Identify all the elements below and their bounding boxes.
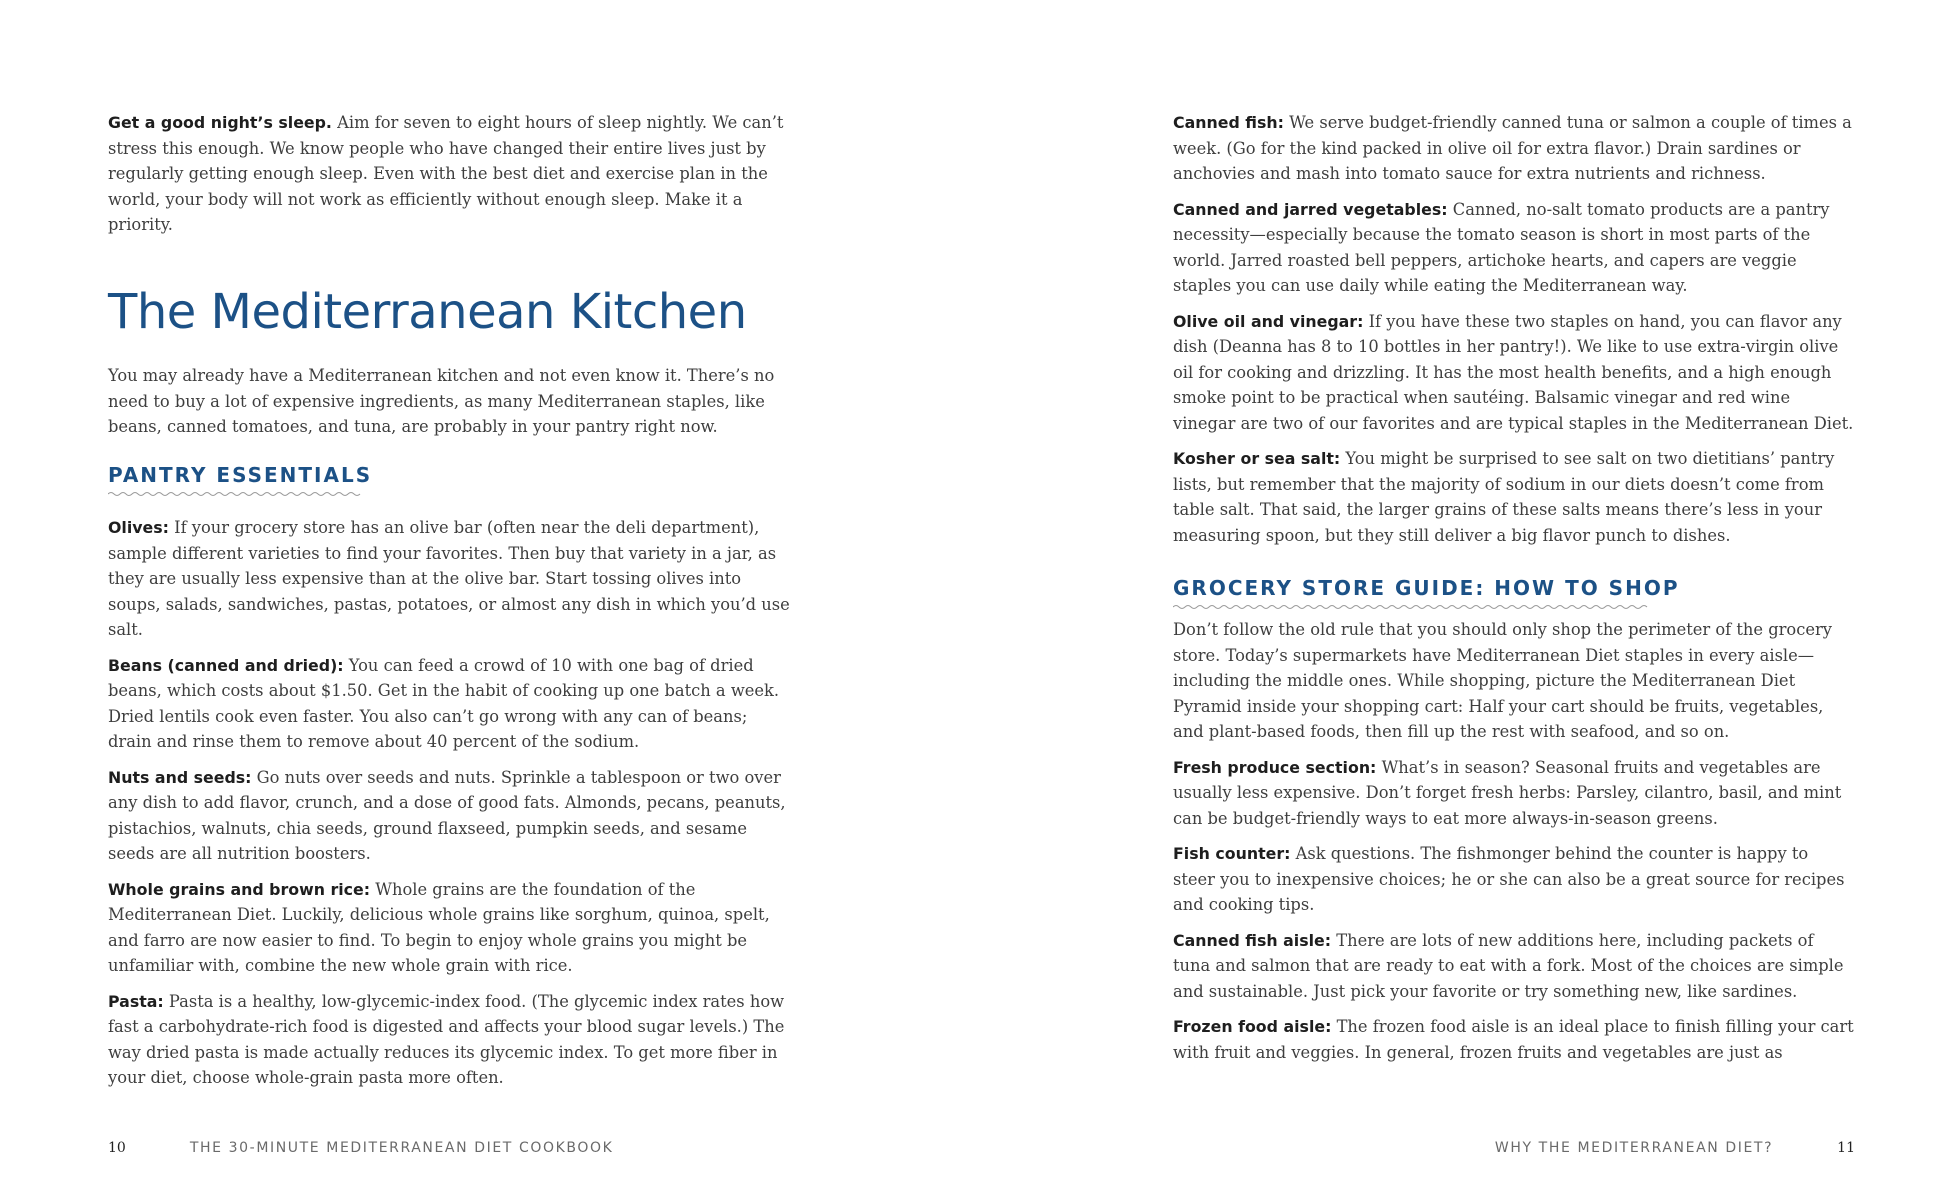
list-item: [1173, 841, 1855, 918]
entry-text: Ask questions. The fishmonger behind the counter is happy to steer you to inexpensive choices; he or she can also be a great source for recipes and cooking tips.: [1173, 844, 1845, 914]
entry-text: Pasta is a healthy, low-glycemic-index food. (The glycemic index rates how fast a carbohydrate-rich food is digested and affects your blood sugar levels.) The way dried pasta is made actually reduces its glycemic index. To get more fiber in your diet, choose whole-grain pasta more often.: [108, 991, 785, 1087]
grocery-list: [1173, 617, 1855, 1075]
wavy-underline-icon: [108, 490, 362, 498]
entry-term: Canned fish aisle:: [1173, 930, 1332, 950]
entry-term: Fish counter:: [1173, 844, 1291, 863]
list-item: [1173, 755, 1855, 832]
list-item: [1173, 1014, 1855, 1065]
page-number: 10: [108, 1140, 126, 1156]
entry-term: Pasta:: [108, 991, 164, 1011]
list-item: [1173, 309, 1855, 437]
entry-text: The frozen food aisle is an ideal place to finish filling your cart with fruit and veggies. In general, frozen fruits and vegetables are just as: [1173, 1017, 1854, 1062]
pantry-heading-text: PANTRY ESSENTIALS: [108, 463, 373, 487]
entry-term: Canned fish:: [1173, 113, 1284, 132]
section-intro: [108, 363, 790, 450]
left-footer: [108, 1140, 613, 1156]
list-item: [1173, 197, 1855, 299]
entry-text: If your grocery store has an olive bar (often near the deli department), sample different varieties to find your favorites. Then buy that variety in a jar, as they are usually less expensive than at the olive bar. Start tossing olives into soups, salads, sandwiches, pastas, potatoes, or almost any dish in which you’d use salt.: [108, 518, 790, 639]
running-title: THE 30-MINUTE MEDITERRANEAN DIET COOKBOOK: [189, 1140, 614, 1156]
right-page: [1173, 0, 1855, 1200]
entry-text: Aim for seven to eight hours of sleep nightly. We can’t stress this enough. We know people who have changed their entire lives just by regularly getting enough sleep. Even with the best diet and exercise plan in the world, your body will not work as efficiently without enough sleep. Make it a priority.: [108, 113, 784, 234]
section-title: The Mediterranean Kitchen: [108, 284, 747, 340]
entry-term: Olives:: [108, 518, 169, 537]
entry-term: Olive oil and vinegar:: [1173, 311, 1364, 331]
list-item: [1173, 928, 1855, 1005]
left-page: [108, 0, 790, 1200]
entry-term: Kosher or sea salt:: [1173, 449, 1341, 468]
wavy-underline-icon: [1173, 603, 1659, 611]
grocery-heading-text: GROCERY STORE GUIDE: HOW TO SHOP: [1173, 576, 1680, 600]
entry-term: Whole grains and brown rice:: [108, 879, 371, 899]
list-item: [1173, 110, 1855, 187]
list-item: [1173, 446, 1855, 548]
list-item: [108, 653, 790, 755]
grocery-guide-heading: [1173, 575, 1679, 611]
pantry-list: [108, 515, 790, 1101]
pantry-essentials-heading: [108, 462, 372, 498]
list-item: [108, 515, 790, 643]
entry-text: You can feed a crowd of 10 with one bag of dried beans, which costs about $1.50. Get in the habit of cooking up one batch a week. Dried lentils cook even faster. You also can’t go wrong with any can of beans; drain and rinse them to remove about 40 percent of the sodium.: [108, 655, 780, 751]
entry-term: Fresh produce section:: [1173, 757, 1377, 777]
entry-text: Go nuts over seeds and nuts. Sprinkle a tablespoon or two over any dish to add flavor, crunch, and a dose of good fats. Almonds, pecans, peanuts, pistachios, walnuts, chia seeds, ground flaxseed, pumpkin seeds, and sesame seeds are all nutrition boosters.: [108, 767, 786, 863]
entry-term: Canned and jarred vegetables:: [1173, 199, 1448, 219]
section-intro-text: You may already have a Mediterranean kitchen and not even know it. There’s no need to buy a lot of expensive ingredients, as many Mediterranean staples, like beans, canned tomatoes, and tuna, are probably in your pantry right now.: [108, 366, 775, 436]
entry-text: Canned, no-salt tomato products are a pantry necessity—especially because the tomato season is short in most parts of the world. Jarred roasted bell peppers, artichoke hearts, and capers are veggie staples you can use daily while eating the Mediterranean way.: [1173, 199, 1830, 295]
list-item: [108, 765, 790, 867]
entry-text: If you have these two staples on hand, you can flavor any dish (Deanna has 8 to 10 bottles in her pantry!). We like to use extra-virgin olive oil for cooking and drizzling. It has the most health benefits, and a high enough smoke point to be practical when sautéing. Balsamic vinegar and red wine vinegar are two of our favorites and are typical staples in the Mediterranean Diet.: [1173, 311, 1854, 433]
entry-term: Get a good night’s sleep.: [108, 113, 332, 132]
entry-term: Beans (canned and dried):: [108, 655, 344, 675]
sleep-tip: [108, 110, 790, 248]
grocery-intro: Don’t follow the old rule that you should only shop the perimeter of the grocery store. Today’s supermarkets have Mediterranean Diet staples in every aisle—including the middle ones. While shopping, picture the Mediterranean Diet Pyramid inside your shopping cart: Half your cart should be fruits, vegetables, and plant-based foods, then fill up the rest with seafood, and so on.: [1173, 620, 1832, 741]
entry-text: Whole grains are the foundation of the Mediterranean Diet. Luckily, delicious whole grains like sorghum, quinoa, spelt, and farro are now easier to find. To begin to enjoy whole grains you might be unfamiliar with, combine the new whole grain with rice.: [108, 879, 770, 975]
entry-text: You might be surprised to see salt on two dietitians’ pantry lists, but remember that the majority of sodium in our diets doesn’t come from table salt. That said, the larger grains of these salts means there’s less in your measuring spoon, but they still deliver a big flavor punch to dishes.: [1173, 449, 1835, 545]
pantry-list-continued: [1173, 110, 1855, 558]
list-item: [108, 877, 790, 979]
running-title: WHY THE MEDITERRANEAN DIET?: [1494, 1140, 1774, 1156]
entry-term: Nuts and seeds:: [108, 767, 252, 787]
right-footer: [1495, 1140, 1855, 1156]
entry-text: There are lots of new additions here, including packets of tuna and salmon that are ready to eat with a fork. Most of the choices are simple and sustainable. Just pick your favorite or try something new, like sardines.: [1173, 930, 1844, 1001]
entry-text: What’s in season? Seasonal fruits and vegetables are usually less expensive. Don’t forget fresh herbs: Parsley, cilantro, basil, and mint can be budget-friendly ways to eat more always-in-season greens.: [1173, 757, 1842, 828]
entry-term: Frozen food aisle:: [1173, 1017, 1332, 1036]
entry-text: We serve budget-friendly canned tuna or salmon a couple of times a week. (Go for the kind packed in olive oil for extra flavor.) Drain sardines or anchovies and mash into tomato sauce for extra nutrients and richness.: [1173, 113, 1852, 183]
list-item: [108, 989, 790, 1091]
sleep-tip-paragraph: [108, 110, 790, 238]
page-number: 11: [1837, 1140, 1855, 1156]
